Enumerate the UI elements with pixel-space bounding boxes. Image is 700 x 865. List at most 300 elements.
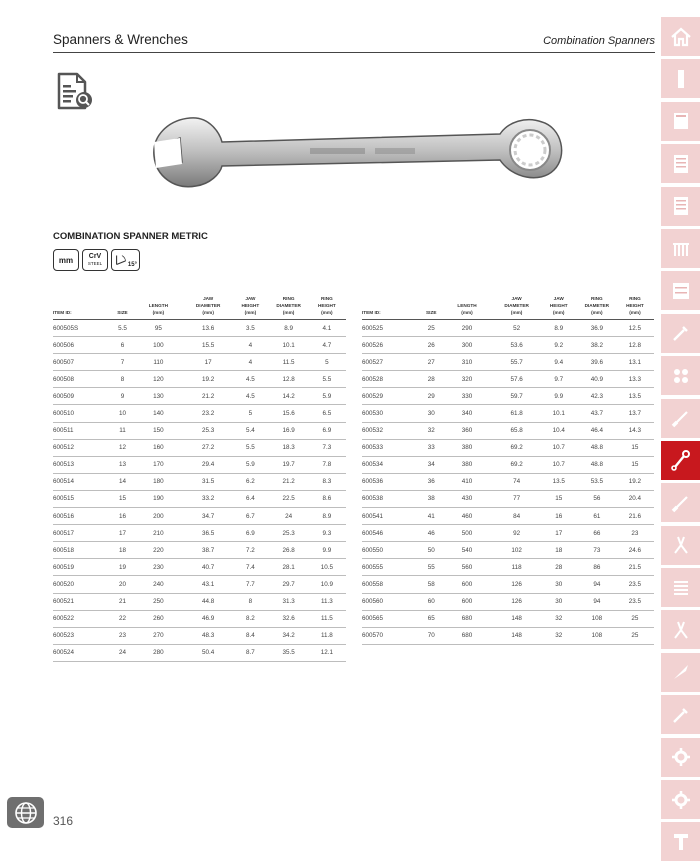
spec-cell: 9.2 — [540, 337, 578, 354]
spec-cell: 130 — [132, 388, 185, 405]
spec-cell: 95 — [132, 320, 185, 337]
pliers-icon — [669, 533, 693, 557]
column-header-line — [422, 302, 440, 309]
table-row — [362, 456, 654, 473]
item-id-cell: 600570 — [362, 627, 422, 644]
table-row — [362, 439, 654, 456]
sidebar-tab[interactable] — [661, 483, 700, 522]
spec-cell: 13.3 — [616, 371, 654, 388]
sidebar-tab[interactable] — [661, 102, 700, 141]
spec-cell: 500 — [440, 525, 493, 542]
column-header-line: (mm) — [202, 310, 214, 315]
spec-cell: 60 — [422, 593, 440, 610]
spec-cell: 15 — [616, 439, 654, 456]
spec-cell: 28 — [540, 559, 578, 576]
spec-cell: 5.9 — [231, 456, 269, 473]
spec-cell: 55.7 — [494, 354, 540, 371]
item-id-cell: 600513 — [53, 456, 113, 473]
spec-cell: 26.8 — [270, 542, 308, 559]
table-row — [362, 320, 654, 337]
spec-cell: 7.7 — [231, 576, 269, 593]
spec-cell: 34.7 — [185, 508, 231, 525]
spec-cell: 11.5 — [270, 354, 308, 371]
spec-cell: 86 — [578, 559, 616, 576]
sidebar-tab[interactable] — [661, 356, 700, 395]
spec-cell: 100 — [132, 337, 185, 354]
table-row — [362, 354, 654, 371]
column-header-line: (mm) — [510, 310, 523, 315]
spec-cell: 15 — [616, 456, 654, 473]
spec-cell: 320 — [440, 371, 493, 388]
column-header-line: (mm) — [321, 310, 333, 315]
spec-cell: 8.7 — [231, 644, 269, 661]
spec-cell: 7.2 — [231, 542, 269, 559]
spec-cell: 6.5 — [308, 405, 346, 422]
sidebar-tab[interactable] — [661, 526, 700, 565]
spec-cell: 29.4 — [185, 456, 231, 473]
column-header-line: (mm) — [152, 310, 165, 315]
combination-spanner-image — [150, 112, 565, 194]
item-id-cell: 600505S — [53, 320, 113, 337]
spec-cell: 290 — [440, 320, 493, 337]
table-row — [53, 371, 346, 388]
column-header — [185, 292, 231, 320]
tool-icon — [669, 321, 693, 345]
spec-cell: 380 — [440, 439, 493, 456]
spec-cell: 270 — [132, 627, 185, 644]
sidebar-tab[interactable] — [661, 738, 700, 777]
spec-cell: 18.3 — [270, 439, 308, 456]
spec-cell: 59.7 — [494, 388, 540, 405]
item-id-cell: 600534 — [362, 456, 422, 473]
spec-cell: 21.2 — [185, 388, 231, 405]
table-row — [53, 473, 346, 490]
item-id-cell: 600525 — [362, 320, 422, 337]
sidebar-tab[interactable] — [661, 187, 700, 226]
item-id-cell: 600533 — [362, 439, 422, 456]
item-id-cell: 600508 — [53, 371, 113, 388]
spec-cell: 24 — [113, 644, 132, 661]
spec-cell: 33 — [422, 439, 440, 456]
spec-cell: 380 — [440, 456, 493, 473]
spec-cell: 35.5 — [270, 644, 308, 661]
item-id-cell: 600510 — [53, 405, 113, 422]
table-row — [53, 439, 346, 456]
spec-cell: 31.5 — [185, 473, 231, 490]
item-id-cell: 600507 — [53, 354, 113, 371]
table-row — [53, 542, 346, 559]
document-search-icon[interactable] — [55, 72, 95, 112]
spec-cell: 25 — [616, 610, 654, 627]
spec-cell: 43.1 — [185, 576, 231, 593]
table-row — [53, 610, 346, 627]
spec-cell: 15.5 — [185, 337, 231, 354]
spec-cell: 32 — [422, 422, 440, 439]
item-id-cell: 600560 — [362, 593, 422, 610]
spec-cell: 30 — [422, 405, 440, 422]
material-label: CrV — [88, 253, 102, 260]
column-header-line: SIZE — [117, 310, 128, 315]
spec-cell: 5 — [231, 405, 269, 422]
table-row — [53, 337, 346, 354]
spec-cell: 190 — [132, 490, 185, 507]
spec-cell: 55 — [422, 559, 440, 576]
tool-icon — [669, 703, 693, 727]
spec-cell: 21 — [113, 593, 132, 610]
spec-cell: 70 — [422, 627, 440, 644]
item-id-cell: 600550 — [362, 542, 422, 559]
column-header-line — [422, 295, 440, 302]
sidebar-tab[interactable] — [661, 17, 700, 56]
sidebar-tab[interactable] — [661, 399, 700, 438]
spec-cell: 57.6 — [494, 371, 540, 388]
subsection-title: Combination Spanners — [543, 35, 655, 47]
spec-cell: 12.5 — [616, 320, 654, 337]
spec-cell: 17 — [540, 525, 578, 542]
cabinet-icon — [669, 152, 693, 176]
item-id-cell: 600522 — [53, 610, 113, 627]
spec-cell: 9.9 — [308, 542, 346, 559]
spec-cell: 92 — [494, 525, 540, 542]
column-header-line: SIZE — [426, 310, 437, 315]
table-row — [362, 610, 654, 627]
spec-cell: 9.3 — [308, 525, 346, 542]
column-header-line: (mm) — [553, 310, 565, 315]
spec-cell: 94 — [578, 576, 616, 593]
table-row — [53, 422, 346, 439]
item-id-cell: 600517 — [53, 525, 113, 542]
spec-cell: 140 — [132, 405, 185, 422]
spec-cell: 46.4 — [578, 422, 616, 439]
spec-cell: 29.7 — [270, 576, 308, 593]
column-header-line: (mm) — [629, 310, 641, 315]
spec-cell: 180 — [132, 473, 185, 490]
column-header — [616, 292, 654, 320]
table-row — [362, 337, 654, 354]
column-header-line: JAW — [553, 296, 564, 301]
spec-cell: 19 — [113, 559, 132, 576]
spec-cell: 36 — [422, 473, 440, 490]
spec-cell: 6.9 — [231, 525, 269, 542]
material-sublabel: STEEL — [87, 261, 103, 266]
spec-cell: 25.3 — [185, 422, 231, 439]
spec-cell: 14.3 — [616, 422, 654, 439]
spec-cell: 240 — [132, 576, 185, 593]
spec-cell: 600 — [440, 576, 493, 593]
item-id-cell: 600523 — [53, 627, 113, 644]
table-row — [53, 644, 346, 661]
table-row — [53, 525, 346, 542]
product-section-title: COMBINATION SPANNER METRIC — [53, 231, 208, 242]
spec-cell: 21.5 — [616, 559, 654, 576]
spec-cell: 330 — [440, 388, 493, 405]
item-id-cell: 600529 — [362, 388, 422, 405]
spec-cell: 12.8 — [616, 337, 654, 354]
spec-cell: 126 — [494, 576, 540, 593]
spec-cell: 10.1 — [270, 337, 308, 354]
spec-cell: 17 — [185, 354, 231, 371]
spec-cell: 61 — [578, 508, 616, 525]
spec-cell: 8.4 — [231, 627, 269, 644]
spec-cell: 30 — [540, 576, 578, 593]
sidebar-tab[interactable] — [661, 144, 700, 183]
sidebar-tab[interactable] — [661, 822, 700, 861]
column-header-line: RING — [321, 296, 333, 301]
table-row — [53, 490, 346, 507]
column-header-line — [113, 302, 132, 309]
sidebar-tab[interactable] — [661, 59, 700, 98]
spec-cell: 15.6 — [270, 405, 308, 422]
item-id-cell: 600521 — [53, 593, 113, 610]
sidebar-tab[interactable] — [661, 271, 700, 310]
table-row — [53, 576, 346, 593]
column-header-line — [132, 295, 185, 302]
spec-cell: 44.8 — [185, 593, 231, 610]
spec-cell: 22 — [113, 610, 132, 627]
column-header-line: RING — [629, 296, 641, 301]
spec-cell: 61.8 — [494, 405, 540, 422]
spec-cell: 10.7 — [540, 439, 578, 456]
spec-cell: 73 — [578, 542, 616, 559]
spec-cell: 38.2 — [578, 337, 616, 354]
spec-cell: 8 — [231, 593, 269, 610]
spec-cell: 25 — [422, 320, 440, 337]
spec-cell: 11.8 — [308, 627, 346, 644]
spec-cell: 66 — [578, 525, 616, 542]
table-row — [53, 320, 346, 337]
spec-cell: 19.2 — [616, 473, 654, 490]
table-row — [362, 405, 654, 422]
spec-cell: 14.2 — [270, 388, 308, 405]
column-header — [53, 292, 113, 320]
spec-cell: 13.1 — [616, 354, 654, 371]
spec-cell: 15 — [540, 490, 578, 507]
spec-cell: 210 — [132, 525, 185, 542]
gear-icon — [669, 745, 693, 769]
table-row — [53, 405, 346, 422]
spec-cell: 5.4 — [231, 422, 269, 439]
spec-cell: 36.9 — [578, 320, 616, 337]
item-id-cell: 600538 — [362, 490, 422, 507]
spec-cell: 250 — [132, 593, 185, 610]
spec-cell: 5.5 — [113, 320, 132, 337]
spec-cell: 21.2 — [270, 473, 308, 490]
column-header-line: DIAMETER — [276, 303, 301, 308]
spec-cell: 25 — [616, 627, 654, 644]
spec-cell: 4.5 — [231, 388, 269, 405]
pliers-rack-icon — [669, 236, 693, 260]
spec-cell: 10 — [113, 405, 132, 422]
spec-cell: 12 — [113, 439, 132, 456]
cabinet-icon — [669, 194, 693, 218]
item-id-cell: 600516 — [53, 508, 113, 525]
spec-cell: 19.7 — [270, 456, 308, 473]
spec-cell: 7.4 — [231, 559, 269, 576]
spec-table-right — [362, 292, 654, 645]
column-header-line: DIAMETER — [504, 303, 529, 308]
spec-cell: 23.5 — [616, 576, 654, 593]
section-title-header: Spanners & Wrenches — [53, 32, 188, 47]
page-number: 316 — [53, 814, 74, 828]
sidebar-tab[interactable] — [661, 314, 700, 353]
item-id-cell: 600519 — [53, 559, 113, 576]
spec-cell: 12.1 — [308, 644, 346, 661]
table-row — [362, 371, 654, 388]
spec-cell: 29 — [422, 388, 440, 405]
sidebar-tab[interactable] — [661, 610, 700, 649]
item-id-cell: 600515 — [53, 490, 113, 507]
column-header — [422, 292, 440, 320]
spec-cell: 46 — [422, 525, 440, 542]
spec-cell: 20.4 — [616, 490, 654, 507]
spec-cell: 360 — [440, 422, 493, 439]
spec-cell: 39.6 — [578, 354, 616, 371]
sidebar-tab[interactable] — [661, 695, 700, 734]
spec-cell: 21.6 — [616, 508, 654, 525]
spec-cell: 65 — [422, 610, 440, 627]
material-badge — [82, 249, 108, 271]
table-row — [53, 559, 346, 576]
spec-cell: 10.7 — [540, 456, 578, 473]
column-header-line: HEIGHT — [626, 303, 644, 308]
table-row — [53, 456, 346, 473]
table-row — [53, 508, 346, 525]
spec-cell: 10.5 — [308, 559, 346, 576]
table-row — [362, 388, 654, 405]
spec-cell: 108 — [578, 610, 616, 627]
spec-cell: 23 — [616, 525, 654, 542]
spec-cell: 38.7 — [185, 542, 231, 559]
spec-cell: 24.6 — [616, 542, 654, 559]
table-row — [53, 388, 346, 405]
spec-cell: 58 — [422, 576, 440, 593]
spec-cell: 48.8 — [578, 439, 616, 456]
globe-icon[interactable] — [7, 797, 44, 828]
item-id-cell: 600555 — [362, 559, 422, 576]
spec-cell: 32 — [540, 610, 578, 627]
column-header-line: RING — [282, 296, 295, 301]
spec-cell: 120 — [132, 371, 185, 388]
spec-cell: 30 — [540, 593, 578, 610]
item-id-cell: 600506 — [53, 337, 113, 354]
screwdriver-icon — [669, 406, 693, 430]
column-header-line: JAW — [511, 296, 522, 301]
spec-cell: 148 — [494, 610, 540, 627]
spec-cell: 56 — [578, 490, 616, 507]
spec-cell: 310 — [440, 354, 493, 371]
spec-cell: 5.5 — [231, 439, 269, 456]
spec-cell: 110 — [132, 354, 185, 371]
spec-cell: 4.5 — [231, 371, 269, 388]
sidebar-tab[interactable] — [661, 568, 700, 607]
item-id-cell: 600524 — [53, 644, 113, 661]
spec-cell: 94 — [578, 593, 616, 610]
sidebar-tab[interactable] — [661, 780, 700, 819]
spec-cell: 36.5 — [185, 525, 231, 542]
spec-cell: 118 — [494, 559, 540, 576]
spec-badges — [53, 249, 140, 271]
spec-cell: 5.9 — [308, 388, 346, 405]
spec-cell: 11 — [113, 422, 132, 439]
table-row — [362, 473, 654, 490]
spec-cell: 46.9 — [185, 610, 231, 627]
spec-cell: 680 — [440, 627, 493, 644]
spec-cell: 10.4 — [540, 422, 578, 439]
offset-angle-badge — [111, 249, 140, 271]
column-header-line — [362, 295, 422, 302]
table-row — [362, 627, 654, 644]
spec-cell: 31.3 — [270, 593, 308, 610]
spec-cell: 340 — [440, 405, 493, 422]
unit-badge: mm — [53, 249, 79, 271]
item-id-cell: 600514 — [53, 473, 113, 490]
spec-cell: 12.8 — [270, 371, 308, 388]
spec-cell: 6.7 — [231, 508, 269, 525]
spec-cell: 27 — [422, 354, 440, 371]
sidebar-tab[interactable] — [661, 653, 700, 692]
column-header-line — [440, 295, 493, 302]
column-header-line: (mm) — [244, 310, 257, 315]
column-header-line: (mm) — [282, 310, 295, 315]
column-header-line: JAW — [245, 296, 256, 301]
vise-icon — [669, 830, 693, 854]
spec-cell: 16.9 — [270, 422, 308, 439]
spec-cell: 9.4 — [540, 354, 578, 371]
item-id-cell: 600546 — [362, 525, 422, 542]
spec-cell: 48.3 — [185, 627, 231, 644]
spec-cell: 77 — [494, 490, 540, 507]
spec-cell: 9 — [113, 388, 132, 405]
spec-cell: 65.8 — [494, 422, 540, 439]
spec-cell: 43.7 — [578, 405, 616, 422]
spec-cell: 6.2 — [231, 473, 269, 490]
column-header-line — [53, 295, 113, 302]
spec-cell: 4 — [231, 337, 269, 354]
knife-icon — [669, 660, 693, 684]
spec-cell: 7 — [113, 354, 132, 371]
column-header-line: HEIGHT — [549, 303, 568, 308]
spec-cell: 14 — [113, 473, 132, 490]
column-header — [308, 292, 346, 320]
spec-cell: 38 — [422, 490, 440, 507]
column-header — [132, 292, 185, 320]
column-header-line: JAW — [203, 296, 214, 301]
table-row — [53, 354, 346, 371]
spec-cell: 6.4 — [231, 490, 269, 507]
table-row — [362, 422, 654, 439]
spec-cell: 74 — [494, 473, 540, 490]
spec-cell: 13 — [113, 456, 132, 473]
column-header-line: LENGTH — [148, 303, 168, 308]
spec-cell: 6.9 — [308, 422, 346, 439]
spec-cell: 13.6 — [185, 320, 231, 337]
sidebar-tab[interactable] — [661, 229, 700, 268]
spec-cell: 41 — [422, 508, 440, 525]
category-sidebar — [661, 17, 700, 865]
column-header — [270, 292, 308, 320]
spec-cell: 13.5 — [540, 473, 578, 490]
spec-cell: 33.2 — [185, 490, 231, 507]
column-header-line: ITEM ID: — [362, 310, 381, 315]
column-header — [440, 292, 493, 320]
spec-cell: 13.7 — [616, 405, 654, 422]
spec-cell: 15 — [113, 490, 132, 507]
screwdriver-icon — [669, 491, 693, 515]
sidebar-tab[interactable] — [661, 441, 700, 480]
spec-cell: 280 — [132, 644, 185, 661]
spec-cell: 11.5 — [308, 610, 346, 627]
spec-cell: 7.3 — [308, 439, 346, 456]
